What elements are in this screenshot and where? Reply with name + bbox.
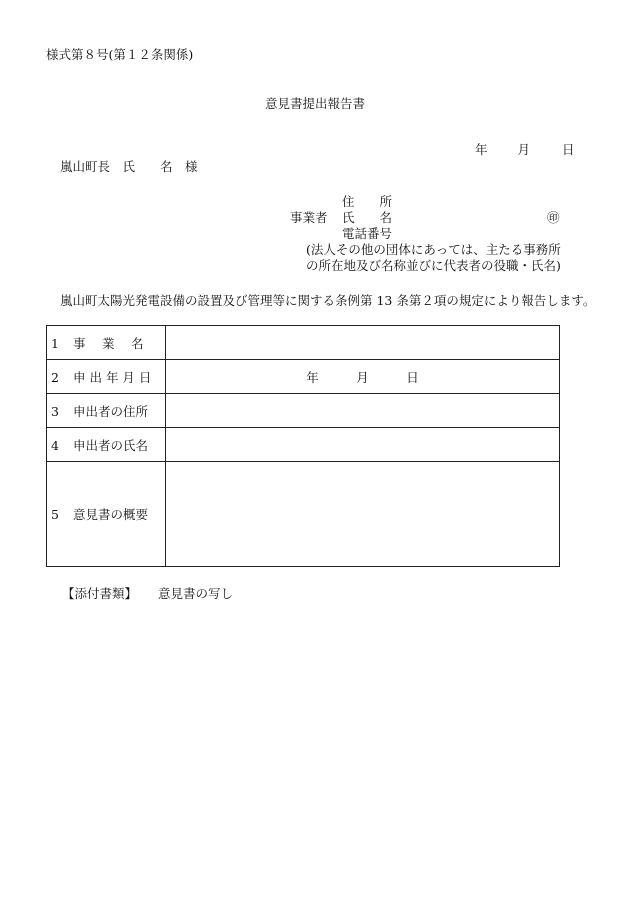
date-line [475, 144, 575, 157]
business-name-field[interactable] [166, 326, 560, 360]
phone-label: 電話番号 [342, 226, 393, 241]
addressee: 嵐山町長 氏 名 様 [60, 159, 198, 174]
attachments-value: 意見書の写し [158, 586, 234, 601]
applicant-note-1: (法人その他の団体にあっては、主たる事務所 [306, 242, 561, 257]
table-row [47, 326, 560, 360]
name-label: 氏 名 [342, 210, 393, 225]
report-table [46, 325, 560, 567]
seal-mark: ㊞ [547, 210, 560, 225]
day-label: 日 [562, 142, 575, 157]
month-label: 月 [517, 142, 531, 157]
opinion-summary-field[interactable] [166, 462, 560, 567]
table-row [47, 428, 560, 462]
address-label: 住 所 [342, 194, 393, 209]
applicant-address-field[interactable] [166, 394, 560, 428]
form-number: 様式第８号(第１２条関係) [46, 47, 194, 62]
applicant-note-2: の所在地及び名称並びに代表者の役職・氏名) [306, 258, 561, 273]
table-row [47, 462, 560, 567]
row-label: 4 申出者の氏名 [47, 428, 166, 462]
year-label: 年 [475, 142, 488, 157]
row-label: 1 事 業 名 [47, 326, 166, 360]
table-row [47, 360, 560, 394]
row-label: 5 意見書の概要 [47, 462, 166, 567]
row-label: 3 申出者の住所 [47, 394, 166, 428]
document-title: 意見書提出報告書 [264, 96, 365, 111]
applicant-name-field[interactable] [166, 428, 560, 462]
body-text: 嵐山町太陽光発電設備の設置及び管理等に関する条例第 13 条第２項の規定により報告します。 [60, 293, 596, 308]
row-label: 2 申 出 年 月 日 [47, 360, 166, 394]
applicant-label: 事業者 [290, 210, 328, 225]
attachments-label: 【添付書類】 [62, 586, 138, 601]
table-row [47, 394, 560, 428]
submission-date-field[interactable]: 年 月 日 [166, 360, 560, 394]
